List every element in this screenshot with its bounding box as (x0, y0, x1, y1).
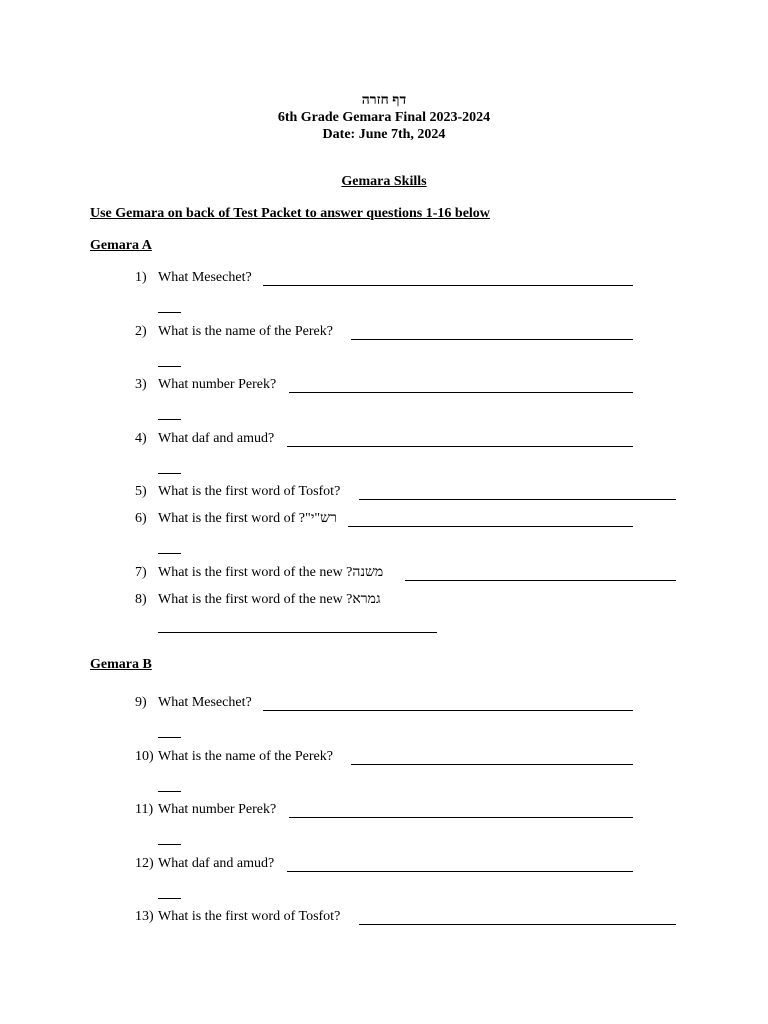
question-number: 4) (135, 431, 147, 446)
question-6 (0, 511, 768, 531)
question-number: 1) (135, 270, 147, 285)
question-11 (0, 802, 768, 822)
answer-line[interactable] (263, 710, 633, 711)
question-number: 12) (135, 856, 154, 871)
question-9 (0, 695, 768, 715)
answer-line[interactable] (287, 446, 633, 447)
skills-heading: Gemara Skills (341, 174, 427, 189)
question-number: 9) (135, 695, 147, 710)
question-12 (0, 856, 768, 876)
question-number: 11) (135, 802, 154, 817)
question-text: What number Perek? (158, 377, 277, 392)
answer-line-continuation[interactable] (158, 737, 181, 738)
answer-line-continuation[interactable] (158, 473, 181, 474)
question-text: What is the name of the Perek? (158, 749, 333, 764)
answer-line-continuation[interactable] (158, 844, 181, 845)
question-text: What Mesechet? (158, 695, 252, 710)
question-number: 13) (135, 909, 154, 924)
question-text: What is the first word of the new ?גמרא (158, 592, 381, 607)
test-date: Date: June 7th, 2024 (322, 127, 446, 142)
question-number: 7) (135, 565, 147, 580)
answer-line[interactable] (351, 764, 633, 765)
hebrew-title: דף חזרה (361, 93, 407, 108)
question-text: What number Perek? (158, 802, 277, 817)
question-5 (0, 484, 768, 504)
question-1 (0, 270, 768, 290)
answer-line[interactable] (287, 871, 633, 872)
question-text: What is the first word of Tosfot? (158, 909, 341, 924)
question-7 (0, 565, 768, 585)
question-text: What daf and amud? (158, 431, 275, 446)
question-13 (0, 909, 768, 929)
question-text: What is the first word of Tosfot? (158, 484, 341, 499)
section-b-heading: Gemara B (90, 657, 152, 672)
section-a-heading: Gemara A (90, 238, 152, 253)
question-text: What is the name of the Perek? (158, 324, 333, 339)
question-2 (0, 324, 768, 344)
answer-line-continuation[interactable] (158, 312, 181, 313)
question-text: What is the first word of ?"רש"י (158, 511, 337, 526)
answer-line[interactable] (405, 580, 676, 581)
answer-line[interactable] (359, 499, 676, 500)
question-number: 10) (135, 749, 154, 764)
question-number: 3) (135, 377, 147, 392)
question-8 (0, 592, 768, 612)
question-text: What daf and amud? (158, 856, 275, 871)
answer-line[interactable] (348, 526, 633, 527)
answer-line[interactable] (289, 392, 633, 393)
question-number: 8) (135, 592, 147, 607)
answer-line[interactable] (289, 817, 633, 818)
answer-line[interactable] (351, 339, 633, 340)
answer-line-continuation[interactable] (158, 898, 181, 899)
answer-line-continuation[interactable] (158, 419, 181, 420)
question-number: 2) (135, 324, 147, 339)
answer-line-continuation[interactable] (158, 791, 181, 792)
question-3 (0, 377, 768, 397)
page-title: 6th Grade Gemara Final 2023-2024 (277, 110, 491, 125)
instructions: Use Gemara on back of Test Packet to answer questions 1-16 below (90, 206, 490, 221)
question-number: 6) (135, 511, 147, 526)
answer-line[interactable] (263, 285, 633, 286)
answer-line-continuation[interactable] (158, 366, 181, 367)
question-number: 5) (135, 484, 147, 499)
question-text: What Mesechet? (158, 270, 252, 285)
question-4 (0, 431, 768, 451)
question-text: What is the first word of the new ?משנה (158, 565, 384, 580)
answer-line[interactable] (359, 924, 676, 925)
answer-line-continuation[interactable] (158, 553, 181, 554)
question-10 (0, 749, 768, 769)
answer-line[interactable] (158, 632, 437, 633)
